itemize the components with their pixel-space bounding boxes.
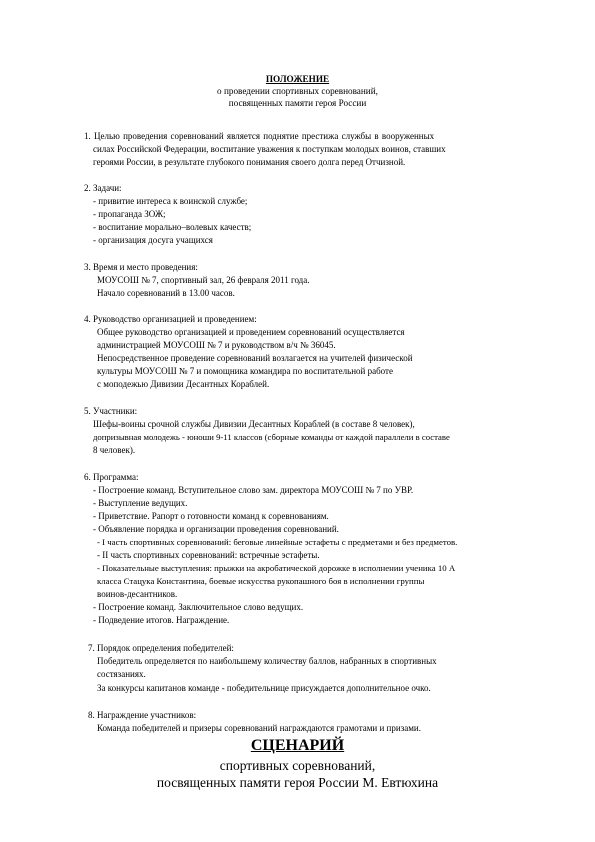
tasks-heading: 2. Задачи: — [84, 183, 122, 193]
tasks-item: - организация досуга учащихся — [93, 235, 213, 245]
awards-line-1: Команда победителей и призеры соревнований награждаются грамотами и призами. — [97, 723, 421, 733]
tasks-item: - пропаганда ЗОЖ; — [93, 209, 166, 219]
program-item: - Показательные выступления: прыжки на акробатической дорожке в исполнении ученика 10 А — [97, 563, 456, 573]
program-item: - Выступление ведущих. — [93, 498, 188, 508]
management-line-3: Непосредственное проведение соревнований возлагается на учителей физической — [97, 353, 413, 363]
program-item: - Построение команд. Вступительное слово зам. директора МОУСОШ № 7 по УВР. — [93, 485, 414, 495]
document-subtitle-2: посвященных памяти героя России — [228, 98, 367, 108]
time-place-line-2: Начало соревнований в 13.00 часов. — [97, 288, 235, 298]
tasks-item: - привитие интереса к воинской службе; — [93, 196, 248, 206]
program-item: - II часть спортивных соревнований: встречные эстафеты. — [97, 550, 320, 560]
management-heading: 4. Руководство организацией и проведением: — [84, 314, 257, 324]
scenario-subtitle-1: спортивных соревнований, — [219, 758, 376, 773]
goal-line-2: силах Российской Федерации, воспитание уважения к поступкам молодых воинов, ставших — [93, 144, 446, 154]
goal-line-3: героями России, в результате глубокого понимания своего долга перед Отчизной. — [93, 157, 406, 167]
scenario-title: СЦЕНАРИЙ — [250, 737, 345, 754]
program-item: - Приветствие. Рапорт о готовности команд к соревнованиям. — [93, 511, 329, 521]
goal-line-1: 1. Целью проведения соревнований является поднятие престижа службы в вооруженных — [84, 131, 435, 141]
participants-line-2: допризывная молодежь - юноши 9-11 классов (сборные команды от каждой параллели в составе — [93, 432, 450, 442]
program-item: - Подведение итогов. Награждение. — [93, 615, 230, 625]
winners-line-2: состязаниях. — [97, 669, 146, 679]
program-item-continuation: воинов-десантников. — [97, 589, 178, 599]
management-line-1: Общее руководство организацией и проведением соревнований осуществляется — [97, 327, 405, 337]
scenario-subtitle-2: посвященных памяти героя России М. Евтюхина — [156, 775, 439, 790]
participants-line-3: 8 человек). — [93, 445, 136, 455]
management-line-5: с моподежью Дивизии Десантных Кораблей. — [97, 379, 270, 389]
program-item: - I часть спортивных соревнований: беговые линейные эстафеты с предметами и без предметов. — [97, 537, 458, 547]
winners-line-1: Победитель определяется по наибольшему количеству баллов, набранных в спортивных — [97, 656, 437, 666]
awards-heading: 8. Награждение участников: — [88, 710, 197, 720]
time-place-heading: 3. Время и место проведения: — [84, 262, 198, 272]
program-item-continuation: класса Стацука Константина, боевые искусства рукопашного боя в исполнении группы — [97, 576, 425, 586]
management-line-2: администрацией МОУСОШ № 7 и руководством в/ч № 36045. — [97, 340, 336, 350]
winners-line-3: За конкурсы капитанов команде - победительнице присуждается дополнительное очко. — [97, 683, 431, 693]
program-item: - Объявление порядка и организации проведения соревнований. — [93, 524, 339, 534]
participants-heading: 5. Участники: — [84, 406, 138, 416]
tasks-item: - воспитание морально–волевых качеств; — [93, 222, 252, 232]
document-title: ПОЛОЖЕНИЕ — [265, 74, 330, 84]
participants-line-1: Шефы-воины срочной службы Дивизии Десантных Кораблей (в составе 8 человек), — [93, 419, 415, 429]
winners-heading: 7. Порядок определения победителей: — [88, 643, 234, 653]
document-subtitle-1: о проведении спортивных соревнований, — [217, 86, 378, 96]
time-place-line-1: МОУСОШ № 7, спортивный зал, 26 февраля 2011 года. — [97, 275, 310, 285]
program-item: - Построение команд. Заключительное слово ведущих. — [93, 602, 304, 612]
management-line-4: культуры МОУСОШ № 7 и помощника командира по воспитательной работе — [97, 366, 393, 376]
program-heading: 6. Программа: — [84, 472, 139, 482]
